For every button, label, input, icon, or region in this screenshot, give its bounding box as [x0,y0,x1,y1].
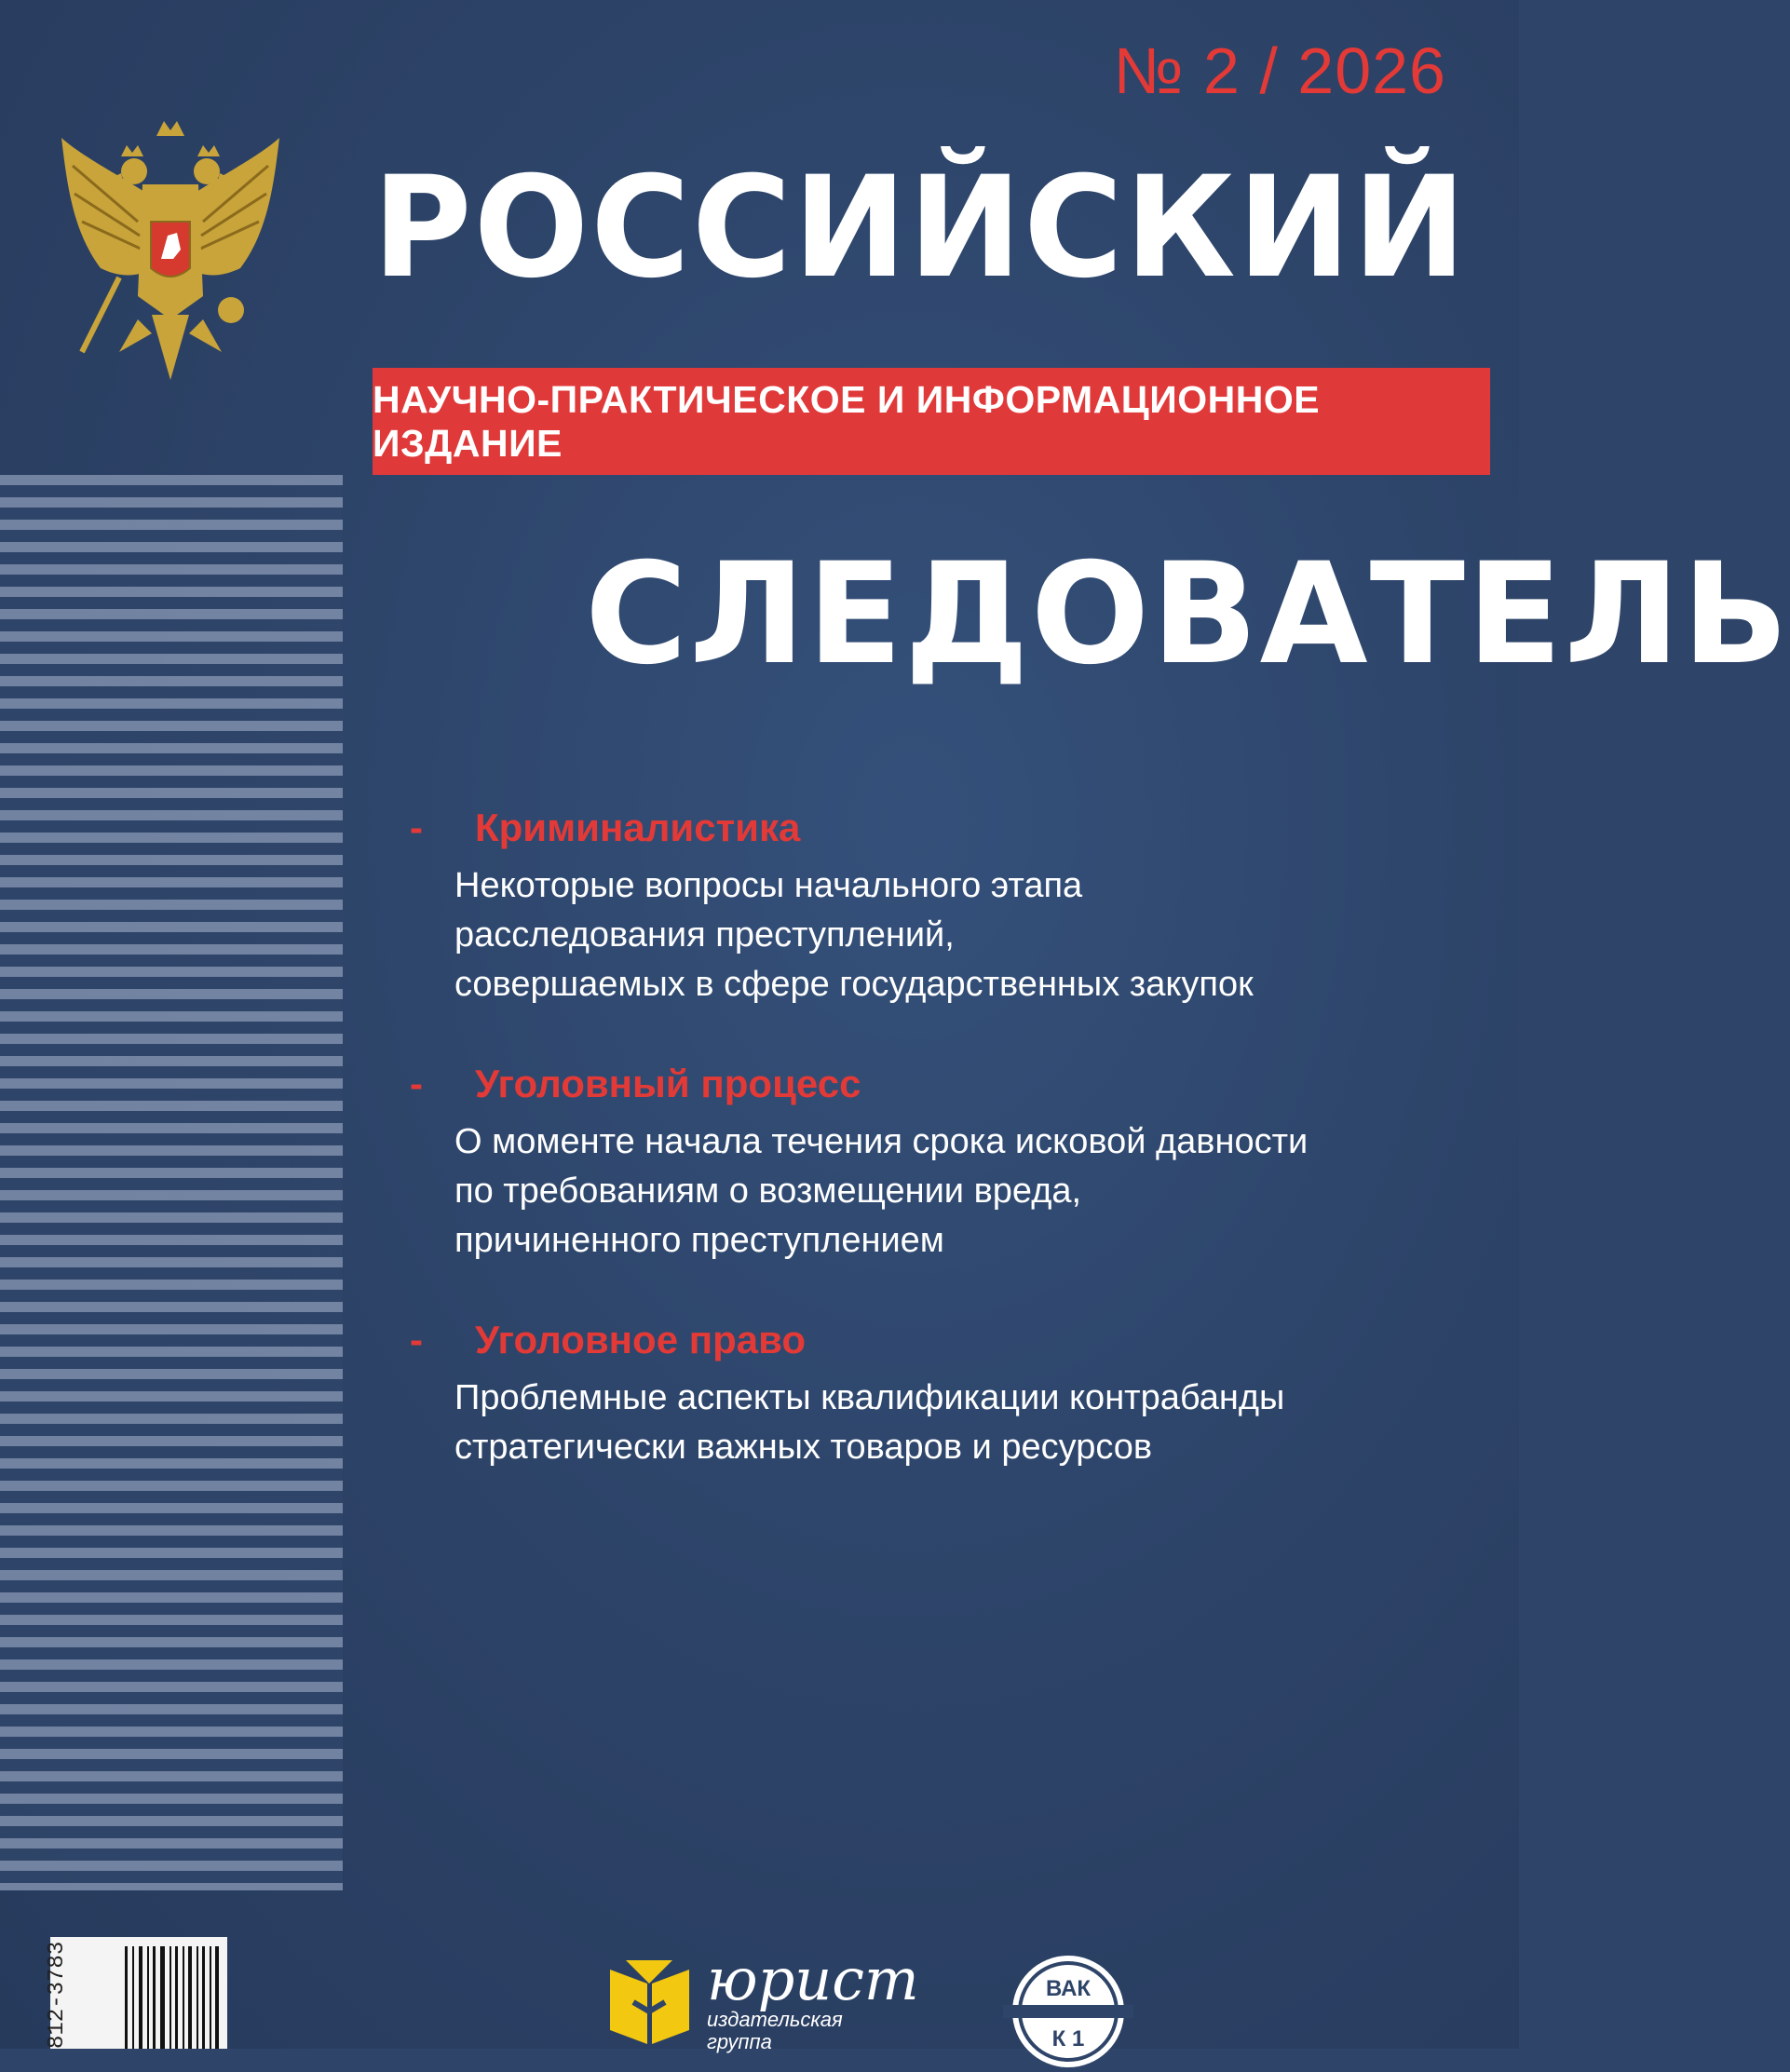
publisher-logo [605,1945,919,2054]
section-line: Некоторые вопросы начального этапа [454,866,1083,905]
barcode-icon [50,1937,227,2049]
publisher-subtitle-2: группа [707,2030,772,2054]
publisher-subtitle-1: издательская [707,2008,843,2031]
section-line: Проблемные аспекты квалификации контрабанды [454,1378,1285,1417]
section-heading: Криминалистика [475,806,801,849]
section-criminal-law [410,1318,1481,1472]
section-criminalistics [410,806,1481,1009]
section-line: стратегически важных товаров и ресурсов [454,1428,1153,1467]
barcode-number: 812-3783 [45,1941,70,2049]
title-line-1: РОССИЙСКИЙ [373,147,1469,309]
section-criminal-procedure [410,1062,1481,1266]
publisher-book-icon [605,1956,694,2049]
vak-badge-icon [998,1951,1138,2072]
section-dash: - [410,806,423,849]
decorative-stripes [0,475,343,1890]
section-line: расследования преступлений, [454,915,955,955]
subtitle-banner-text: НАУЧНО-ПРАКТИЧЕСКОЕ И ИНФОРМАЦИОННОЕ ИЗДАНИЕ [373,377,1321,465]
title-line-2: СЛЕДОВАТЕЛЬ [585,534,1790,696]
section-heading: Уголовный процесс [475,1062,861,1105]
publisher-name: юрист [707,1945,919,2013]
section-heading: Уголовное право [475,1318,807,1361]
coat-of-arms-icon [54,119,287,389]
section-dash: - [410,1318,423,1361]
section-line: совершаемых в сфере государственных закупок [454,965,1254,1004]
subtitle-banner [373,368,1490,475]
section-line: по требованиям о возмещении вреда, [454,1171,1082,1211]
vak-top-text: ВАК [1045,1976,1092,2001]
section-line: причиненного преступлением [454,1221,944,1260]
issue-number: № 2 / 2026 [1113,34,1446,107]
section-line: О моменте начала течения срока исковой давности [454,1122,1309,1161]
section-dash: - [410,1062,423,1105]
vak-bottom-text: К 1 [1051,2026,1085,2052]
contents-list [410,806,1481,1524]
barcode [50,1937,227,2049]
